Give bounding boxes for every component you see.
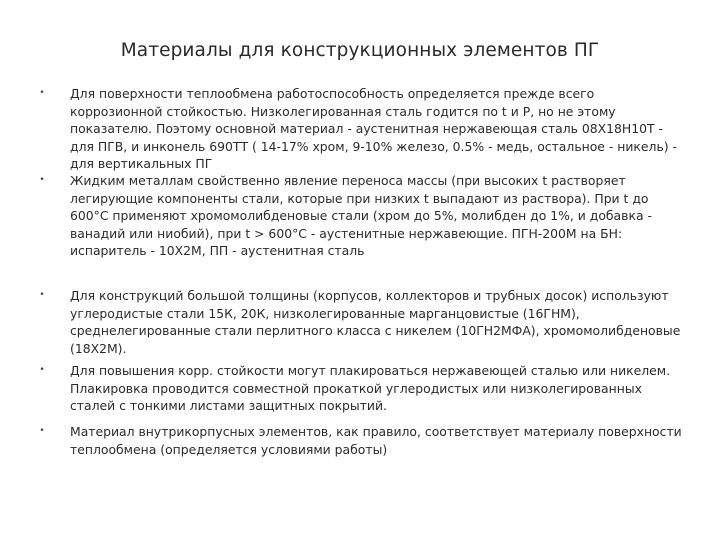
bullet-icon: • <box>39 175 45 185</box>
bullet-item <box>38 287 688 362</box>
bullet-item <box>38 423 688 458</box>
bullet-text: Для поверхности теплообмена работоспособность определяется прежде всего коррозионной стойкостью. Низколегированная сталь годится по t и P, но не этому показателю. Поэтому основной материал - аустенитная нержавеющая сталь 08Х18Н10Т - для ПГВ, и инконель 690ТТ ( 14-17% хром, 9-10% железо, 0.5% - медь, остальное - никель) - для вертикальных ПГ <box>70 86 678 172</box>
bullet-item <box>38 362 688 423</box>
bullet-item <box>38 172 688 287</box>
bullet-item <box>38 85 688 172</box>
bullet-icon: • <box>39 88 45 98</box>
bullet-icon: • <box>39 290 45 300</box>
bullet-text: Материал внутрикорпусных элементов, как правило, соответствует материалу поверхности теплообмена (определяется условиями работы) <box>70 424 682 457</box>
bullet-icon: • <box>39 365 45 375</box>
slide-title: Материалы для конструкционных элементов ПГ <box>120 40 600 61</box>
bullet-text: Жидким металлам свойственно явление переноса массы (при высоких t растворяет легирующие компоненты стали, которые при низких t выпадают из раствора). При t до 600°С применяют хромомолибденовые стали (хром до 5%, молибден до 1%, и добавка - ванадий или ниобий), при t > 600°С - аустенитные нержавеющие. ПГН-200М на БН: испаритель - 10Х2М, ПП - аустенитная сталь <box>70 173 652 259</box>
bullet-list <box>38 85 688 458</box>
bullet-icon: • <box>39 426 45 436</box>
bullet-text: Для повышения корр. стойкости могут плакироваться нержавеющей сталью или никелем. Плакировка проводится совместной прокаткой углеродистых или низколегированных сталей с тонкими листами защитных покрытий. <box>70 363 671 414</box>
bullet-text: Для конструкций большой толщины (корпусов, коллекторов и трубных досок) используют углеродистые стали 15К, 20К, низколегированные марганцовистые (16ГНМ), среднелегированные стали перлитного класса с никелем (10ГН2МФА), хромомолибденовые (18Х2М). <box>70 288 681 356</box>
